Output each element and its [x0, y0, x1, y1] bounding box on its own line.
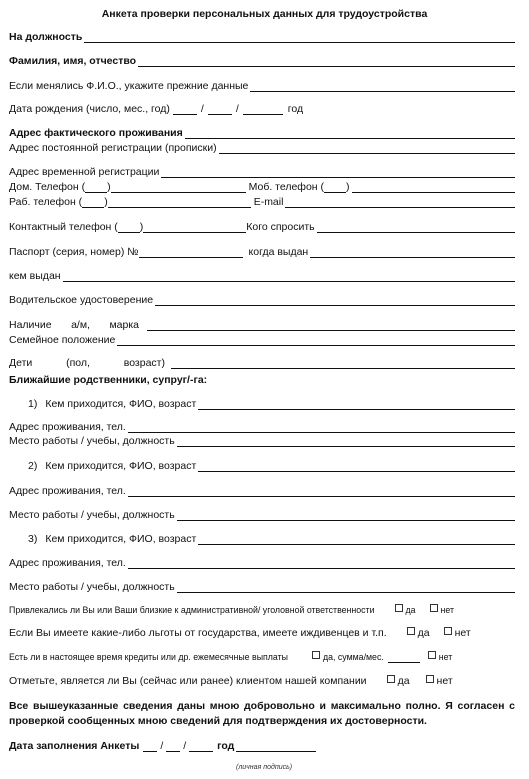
birth-date-row: Дата рождения (число, мес., год) / / год — [9, 103, 304, 115]
home-phone-label: Дом. Телефон ( — [9, 181, 86, 193]
car-label-part: Наличие — [9, 319, 52, 331]
phones-row: Дом. Телефон ( ) Моб. телефон ( ) — [9, 181, 515, 193]
issued-by-field[interactable] — [63, 270, 515, 282]
birth-year-field[interactable] — [243, 103, 283, 115]
liability-yes-option[interactable] — [395, 604, 416, 616]
relative-2-address-field[interactable] — [128, 485, 515, 497]
no-label: нет — [436, 675, 453, 687]
actual-address-label: Адрес фактического проживания — [9, 127, 183, 139]
relative-1-work-field[interactable] — [177, 435, 515, 447]
birth-year-suffix: год — [287, 103, 304, 115]
relative-3-address-field[interactable] — [128, 557, 515, 569]
checkbox[interactable] — [430, 604, 438, 612]
car-row — [9, 319, 515, 331]
relative-number: 1) — [28, 398, 38, 410]
children-label-part: Дети — [9, 357, 33, 369]
marital-status-field[interactable] — [117, 334, 515, 346]
relative-who-label: Кем приходится, ФИО, возраст — [45, 460, 197, 472]
relative-1-work-row — [9, 435, 515, 447]
client-no-option[interactable] — [426, 675, 453, 687]
birth-date-label: Дата рождения (число, мес., год) — [9, 103, 170, 115]
car-label-part: а/м, — [71, 319, 90, 331]
issued-when-label: когда выдан — [248, 246, 309, 258]
full-name-row — [9, 55, 515, 67]
relative-who-label: Кем приходится, ФИО, возраст — [45, 533, 197, 545]
fill-year-suffix: год — [217, 740, 235, 752]
declaration: Все вышеуказанные сведения даны мною добровольно и максимально полно. Я согласен с проверкой сообщенных мною сведений для подтверждения их достоверности. — [9, 700, 515, 727]
relative-3-who-field[interactable] — [198, 533, 515, 545]
relative-work-label: Место работы / учебы, должность — [9, 581, 175, 593]
checkbox[interactable] — [395, 604, 403, 612]
marital-status-label: Семейное положение — [9, 334, 116, 346]
relative-number: 2) — [28, 460, 38, 472]
perm-registration-field[interactable] — [219, 142, 515, 154]
drivers-license-field[interactable] — [155, 294, 515, 306]
relatives-heading: Ближайшие родственники, супруг/-га: — [9, 374, 208, 386]
relative-1-address-row — [9, 421, 515, 433]
children-label-part: возраст) — [123, 357, 165, 369]
perm-registration-label: Адрес постоянной регистрации (прописки) — [9, 142, 217, 154]
passport-label: Паспорт (серия, номер) № — [9, 246, 139, 258]
contact-phone-label: Контактный телефон ( — [9, 221, 118, 233]
relative-1-who-row — [28, 398, 515, 410]
relative-2-address-row — [9, 485, 515, 497]
relative-address-label: Адрес проживания, тел. — [9, 421, 126, 433]
no-label: нет — [438, 652, 453, 662]
relative-2-who-row — [28, 460, 515, 472]
relative-work-label: Место работы / учебы, должность — [9, 509, 175, 521]
actual-address-row — [9, 127, 515, 139]
relative-3-address-row — [9, 557, 515, 569]
benefits-yes-option[interactable] — [407, 627, 430, 639]
relative-address-label: Адрес проживания, тел. — [9, 485, 126, 497]
issued-by-row — [9, 270, 515, 282]
car-label — [9, 319, 139, 331]
benefits-row — [9, 627, 515, 639]
perm-registration-row — [9, 142, 515, 154]
issued-by-label: кем выдан — [9, 270, 61, 282]
home-phone-field[interactable] — [111, 181, 246, 193]
email-field[interactable] — [285, 196, 515, 208]
benefits-no-option[interactable] — [444, 627, 471, 639]
signature-caption: (личная подпись) — [236, 764, 293, 771]
relative-1-address-field[interactable] — [128, 421, 515, 433]
relative-3-work-field[interactable] — [177, 581, 515, 593]
checkbox[interactable] — [312, 651, 320, 659]
fill-day-field[interactable] — [143, 740, 157, 752]
fill-date-row: Дата заполнения Анкеты / / год — [9, 740, 515, 752]
credits-yes-label: да, сумма/мес. — [322, 652, 384, 662]
relatives-heading-row — [9, 374, 515, 386]
benefits-question: Если Вы имеете какие-либо льготы от государства, имеете иждивенцев и т.п. — [9, 627, 387, 639]
ask-whom-label: Кого спросить — [246, 221, 315, 233]
no-label: нет — [440, 605, 455, 615]
temp-registration-row — [9, 166, 515, 178]
mobile-phone-field[interactable] — [352, 181, 515, 193]
relative-work-label: Место работы / учебы, должность — [9, 435, 175, 447]
signature-field[interactable] — [236, 740, 316, 752]
credits-amount-field[interactable] — [388, 653, 420, 663]
relative-2-work-row — [9, 509, 515, 521]
fill-month-field[interactable] — [166, 740, 180, 752]
client-question: Отметьте, является ли Вы (сейчас или ранее) клиентом нашей компании — [9, 675, 367, 687]
birth-month-field[interactable] — [208, 103, 232, 115]
position-field[interactable] — [84, 31, 515, 43]
full-name-label: Фамилия, имя, отчество — [9, 55, 137, 67]
children-label — [9, 357, 165, 369]
actual-address-field[interactable] — [185, 127, 515, 139]
fill-date-label: Дата заполнения Анкеты — [9, 740, 140, 752]
prev-name-label: Если менялись Ф.И.О., укажите прежние данные — [9, 80, 249, 92]
yes-label: да — [405, 605, 416, 615]
marital-status-row — [9, 334, 515, 346]
relative-1-who-field[interactable] — [198, 398, 515, 410]
home-phone-code-field[interactable] — [85, 181, 107, 193]
relative-number: 3) — [28, 533, 38, 545]
position-row — [9, 31, 515, 43]
work-phone-row: Раб. телефон ( ) E-mail — [9, 196, 515, 208]
client-yes-option[interactable] — [387, 675, 410, 687]
birth-day-field[interactable] — [173, 103, 197, 115]
credits-yes-option[interactable] — [312, 651, 384, 663]
relative-2-who-field[interactable] — [198, 460, 515, 472]
contact-phone-code-field[interactable] — [118, 221, 140, 233]
temp-registration-field[interactable] — [161, 166, 515, 178]
car-field[interactable] — [147, 319, 515, 331]
checkbox[interactable] — [428, 651, 436, 659]
no-label: нет — [454, 627, 471, 639]
children-row — [9, 357, 515, 369]
temp-registration-label: Адрес временной регистрации — [9, 166, 160, 178]
client-row — [9, 675, 515, 687]
work-phone-field[interactable] — [108, 196, 251, 208]
relative-3-work-row — [9, 581, 515, 593]
children-label-part: (пол, — [66, 357, 90, 369]
ask-whom-field[interactable] — [317, 221, 515, 233]
yes-label: да — [417, 627, 430, 639]
email-label: E-mail — [253, 196, 284, 208]
relative-who-label: Кем приходится, ФИО, возраст — [45, 398, 197, 410]
yes-label: да — [397, 675, 410, 687]
car-label-part: марка — [109, 319, 139, 331]
full-name-field[interactable] — [138, 55, 515, 67]
checkbox[interactable] — [387, 675, 395, 683]
issued-when-field[interactable] — [310, 246, 515, 258]
contact-phone-row: Контактный телефон ( ) Кого спросить — [9, 221, 515, 233]
liability-no-option[interactable] — [430, 604, 455, 616]
prev-name-field[interactable] — [250, 80, 515, 92]
checkbox[interactable] — [426, 675, 434, 683]
mobile-phone-label: Моб. телефон ( — [248, 181, 325, 193]
drivers-license-row — [9, 294, 515, 306]
passport-row — [9, 246, 515, 258]
fill-year-field[interactable] — [189, 740, 213, 752]
mobile-phone-code-field[interactable] — [324, 181, 346, 193]
liability-row — [9, 604, 515, 616]
drivers-license-label: Водительское удостоверение — [9, 294, 154, 306]
checkbox[interactable] — [407, 627, 415, 635]
credits-question: Есть ли в настоящее время кредиты или др. ежемесячные выплаты — [9, 652, 288, 662]
relative-address-label: Адрес проживания, тел. — [9, 557, 126, 569]
work-phone-code-field[interactable] — [82, 196, 104, 208]
credits-row — [9, 651, 515, 663]
contact-phone-field[interactable] — [143, 221, 246, 233]
prev-name-row — [9, 80, 515, 92]
children-field[interactable] — [171, 357, 515, 369]
form-title: Анкета проверки персональных данных для трудоустройства — [101, 8, 428, 20]
checkbox[interactable] — [444, 627, 452, 635]
relative-3-who-row — [28, 533, 515, 545]
work-phone-label: Раб. телефон ( — [9, 196, 83, 208]
liability-question: Привлекались ли Вы или Ваши близкие к административной/ уголовной ответственности — [9, 605, 375, 615]
relative-2-work-field[interactable] — [177, 509, 515, 521]
credits-no-option[interactable] — [428, 651, 453, 663]
passport-number-field[interactable] — [139, 246, 243, 258]
position-label: На должность — [9, 31, 83, 43]
